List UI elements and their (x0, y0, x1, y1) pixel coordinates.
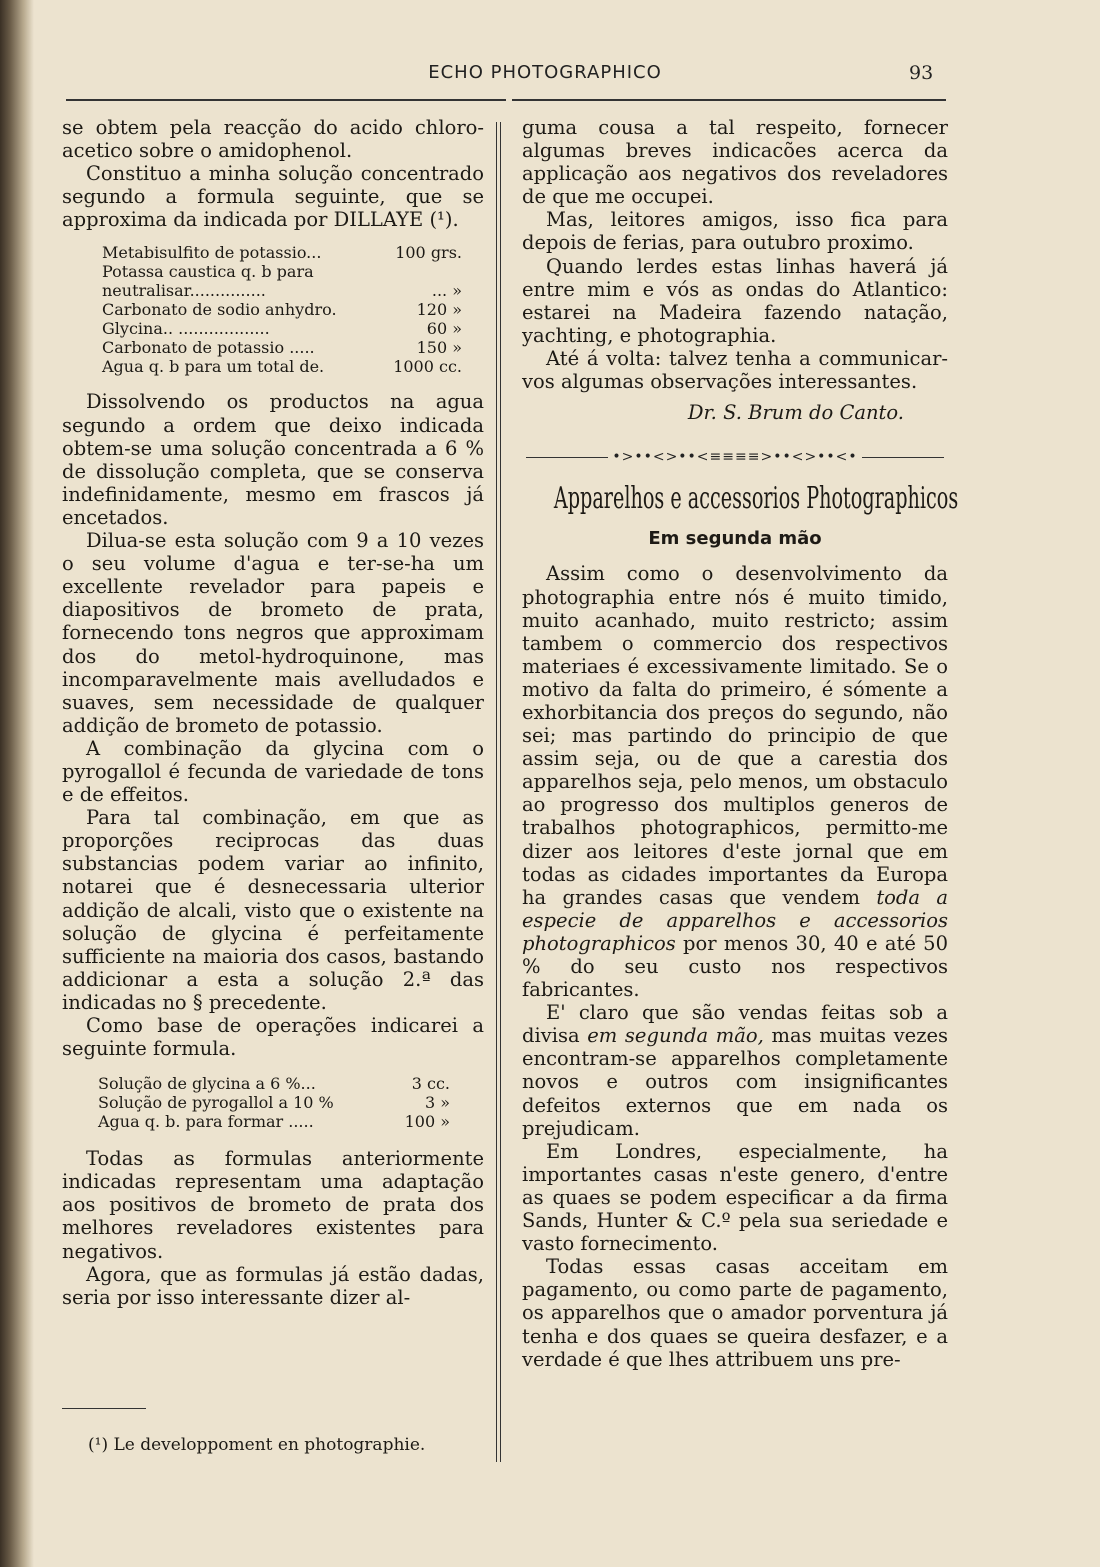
formula-row (98, 1074, 450, 1093)
formula-row (102, 243, 462, 262)
ornament-line (526, 457, 608, 458)
formula-item: Solução de glycina a 6 %... (98, 1074, 316, 1094)
left-column (62, 116, 484, 1309)
section-title: Apparelhos e accessorios Photographicos (553, 481, 959, 517)
text-run: mas muitas vezes encontram-se apparelhos completamente novos e outros com insignificantes defeitos externos que em nada os prejudicam. (522, 1024, 949, 1140)
formula-qty: 100 grs. (395, 243, 462, 263)
header-rule-left (66, 99, 506, 101)
ornament-divider (522, 446, 948, 469)
right-column (522, 116, 959, 1371)
paragraph: Todas as formulas anteriormente indicadas representam uma adaptação aos positivos de brometo de prata dos melhores reveladores existentes para negativos. (62, 1147, 484, 1263)
binding-shadow (0, 0, 34, 1567)
formula-qty: 3 cc. (411, 1074, 450, 1094)
footnote: (¹) Le developpoment en photographie. (88, 1435, 426, 1455)
formula-qty: 120 » (416, 300, 462, 320)
section-subtitle: Em segunda mão (648, 528, 822, 550)
formula-row (102, 262, 462, 300)
paragraph: Dissolvendo os productos na agua segundo a ordem que deixo indicada obtem-se uma solução concentrada a 6 % de dissolução completa, que se conserva indefinidamente, mesmo em frascos já encetados. (62, 390, 484, 529)
paragraph: Para tal combinação, em que as proporções reciprocas das duas substancias podem variar ao infinito, notarei que é desnecessaria ulterior addição de alcali, visto que o existente na solução de glycina é perfeitamente sufficiente na maioria dos casos, bastando addicionar a esta a solução 2.ª das indicadas no § precedente. (62, 806, 484, 1014)
paragraph: A combinação da glycina com o pyrogallol é fecunda de variedade de tons e de effeitos. (62, 736, 484, 807)
paragraph: Dilua-se esta solução com 9 a 10 vezes o seu volume d'agua e ter-se-ha um excellente revelador para papeis e diapositivos de brometo de prata, fornecendo tons negros que approximam dos do metol-hydroquinone, mas incomparavelmente mais avelludados e suaves, sem necessidade de qualquer addição de brometo de potassio. (62, 529, 484, 737)
formula-qty: 60 » (426, 319, 462, 339)
formula-qty: 1000 cc. (393, 357, 462, 377)
formula-row (102, 338, 462, 357)
formula-item: Metabisulfito de potassio... (102, 243, 322, 263)
paragraph: Até á volta: talvez tenha a communicar-vos algumas observações interessantes. (522, 346, 948, 394)
formula-row (102, 357, 462, 376)
paragraph: Quando lerdes estas linhas haverá já entre mim e vós as ondas do Atlantico: estarei na Madeira fazendo natação, yachting, e photographia. (522, 254, 948, 347)
signature: Dr. S. Brum do Canto. (687, 401, 904, 425)
column-divider (496, 122, 501, 1462)
formula-qty: ... » (431, 281, 462, 301)
paragraph: Constituo a minha solução concentrado segundo a formula seguinte, que se approxima da indicada por DILLAYE (¹). (62, 162, 484, 232)
running-header: ECHO PHOTOGRAPHICO (428, 62, 662, 83)
formula-item: Glycina.. .................. (102, 319, 270, 339)
formula-row (102, 319, 462, 338)
formula-row (98, 1112, 450, 1131)
paragraph (522, 1001, 948, 1140)
paragraph: Agora, que as formulas já estão dadas, seria por isso interessante dizer al- (62, 1262, 484, 1309)
formula-row (98, 1093, 450, 1112)
footnote-rule (62, 1408, 146, 1409)
paragraph: Todas essas casas acceitam em pagamento, ou como parte de pagamento, os apparelhos que o amador porventura já tenha e dos quaes se queira desfazer, e a verdade é que lhes attribuem uns pre- (522, 1255, 948, 1371)
paragraph (522, 562, 948, 1001)
formula-item: Potassa caustica q. b para neutralisar............... (102, 262, 314, 301)
italic-run: em segunda mão, (587, 1024, 764, 1048)
formula-table-1 (102, 243, 462, 376)
text-run: Assim como o desenvolvimento da photographia entre nós é muito timido, muito acanhado, muito restricto; assim tambem o commercio dos respectivos materiaes é excessivamente limitado. Se o motivo da falta do primeiro, é sómente a exhorbitancia dos preços do segundo, não sei; mas partindo do principio de que assim seja, ou de que a carestia dos apparelhos seja, pelo menos, um obstaculo ao progresso dos multiplos generos de trabalhos photographicos, permitto-me dizer aos leitores d'este jornal que em todas as cidades importantes da Europa ha grandes casas que vendem (522, 562, 948, 909)
paragraph: Mas, leitores amigos, isso fica para depois de ferias, para outubro proximo. (522, 208, 948, 255)
italic-run: toda a especie de apparelhos e accessorios photographicos (522, 885, 948, 955)
formula-row (102, 300, 462, 319)
ornament-center: •>••<>••<≡≡≡≡>••<>••<• (612, 449, 858, 466)
paragraph: Como base de operações indicarei a seguinte formula. (62, 1014, 484, 1061)
formula-item: Carbonato de sodio anhydro. (102, 300, 337, 320)
page-number: 93 (909, 62, 934, 84)
formula-item: Carbonato de potassio ..... (102, 338, 315, 358)
formula-table-2 (98, 1074, 450, 1131)
paragraph: guma cousa a tal respeito, fornecer algumas breves indicacões acerca da applicação aos negativos dos reveladores de que me occupei. (522, 116, 948, 209)
paragraph: Em Londres, especialmente, ha importantes casas n'este genero, d'entre as quaes se podem especificar a da firma Sands, Hunter & C.º pela sua seriedade e vasto fornecimento. (522, 1139, 948, 1256)
formula-item: Solução de pyrogallol a 10 % (98, 1093, 334, 1113)
paragraph: se obtem pela reacção do acido chloro-acetico sobre o amidophenol. (62, 116, 484, 163)
formula-item: Agua q. b para um total de. (102, 357, 325, 377)
text-run: E' claro que são vendas feitas sob a divisa (522, 1001, 948, 1048)
formula-qty: 3 » (424, 1093, 450, 1113)
header-rule-right (512, 99, 946, 101)
text-run: por menos 30, 40 e até 50 % do seu custo nos respectivos fabricantes. (522, 931, 948, 1002)
formula-item: Agua q. b. para formar ..... (98, 1112, 314, 1132)
formula-qty: 150 » (416, 338, 462, 358)
ornament-line (862, 457, 944, 458)
formula-qty: 100 » (404, 1112, 450, 1132)
